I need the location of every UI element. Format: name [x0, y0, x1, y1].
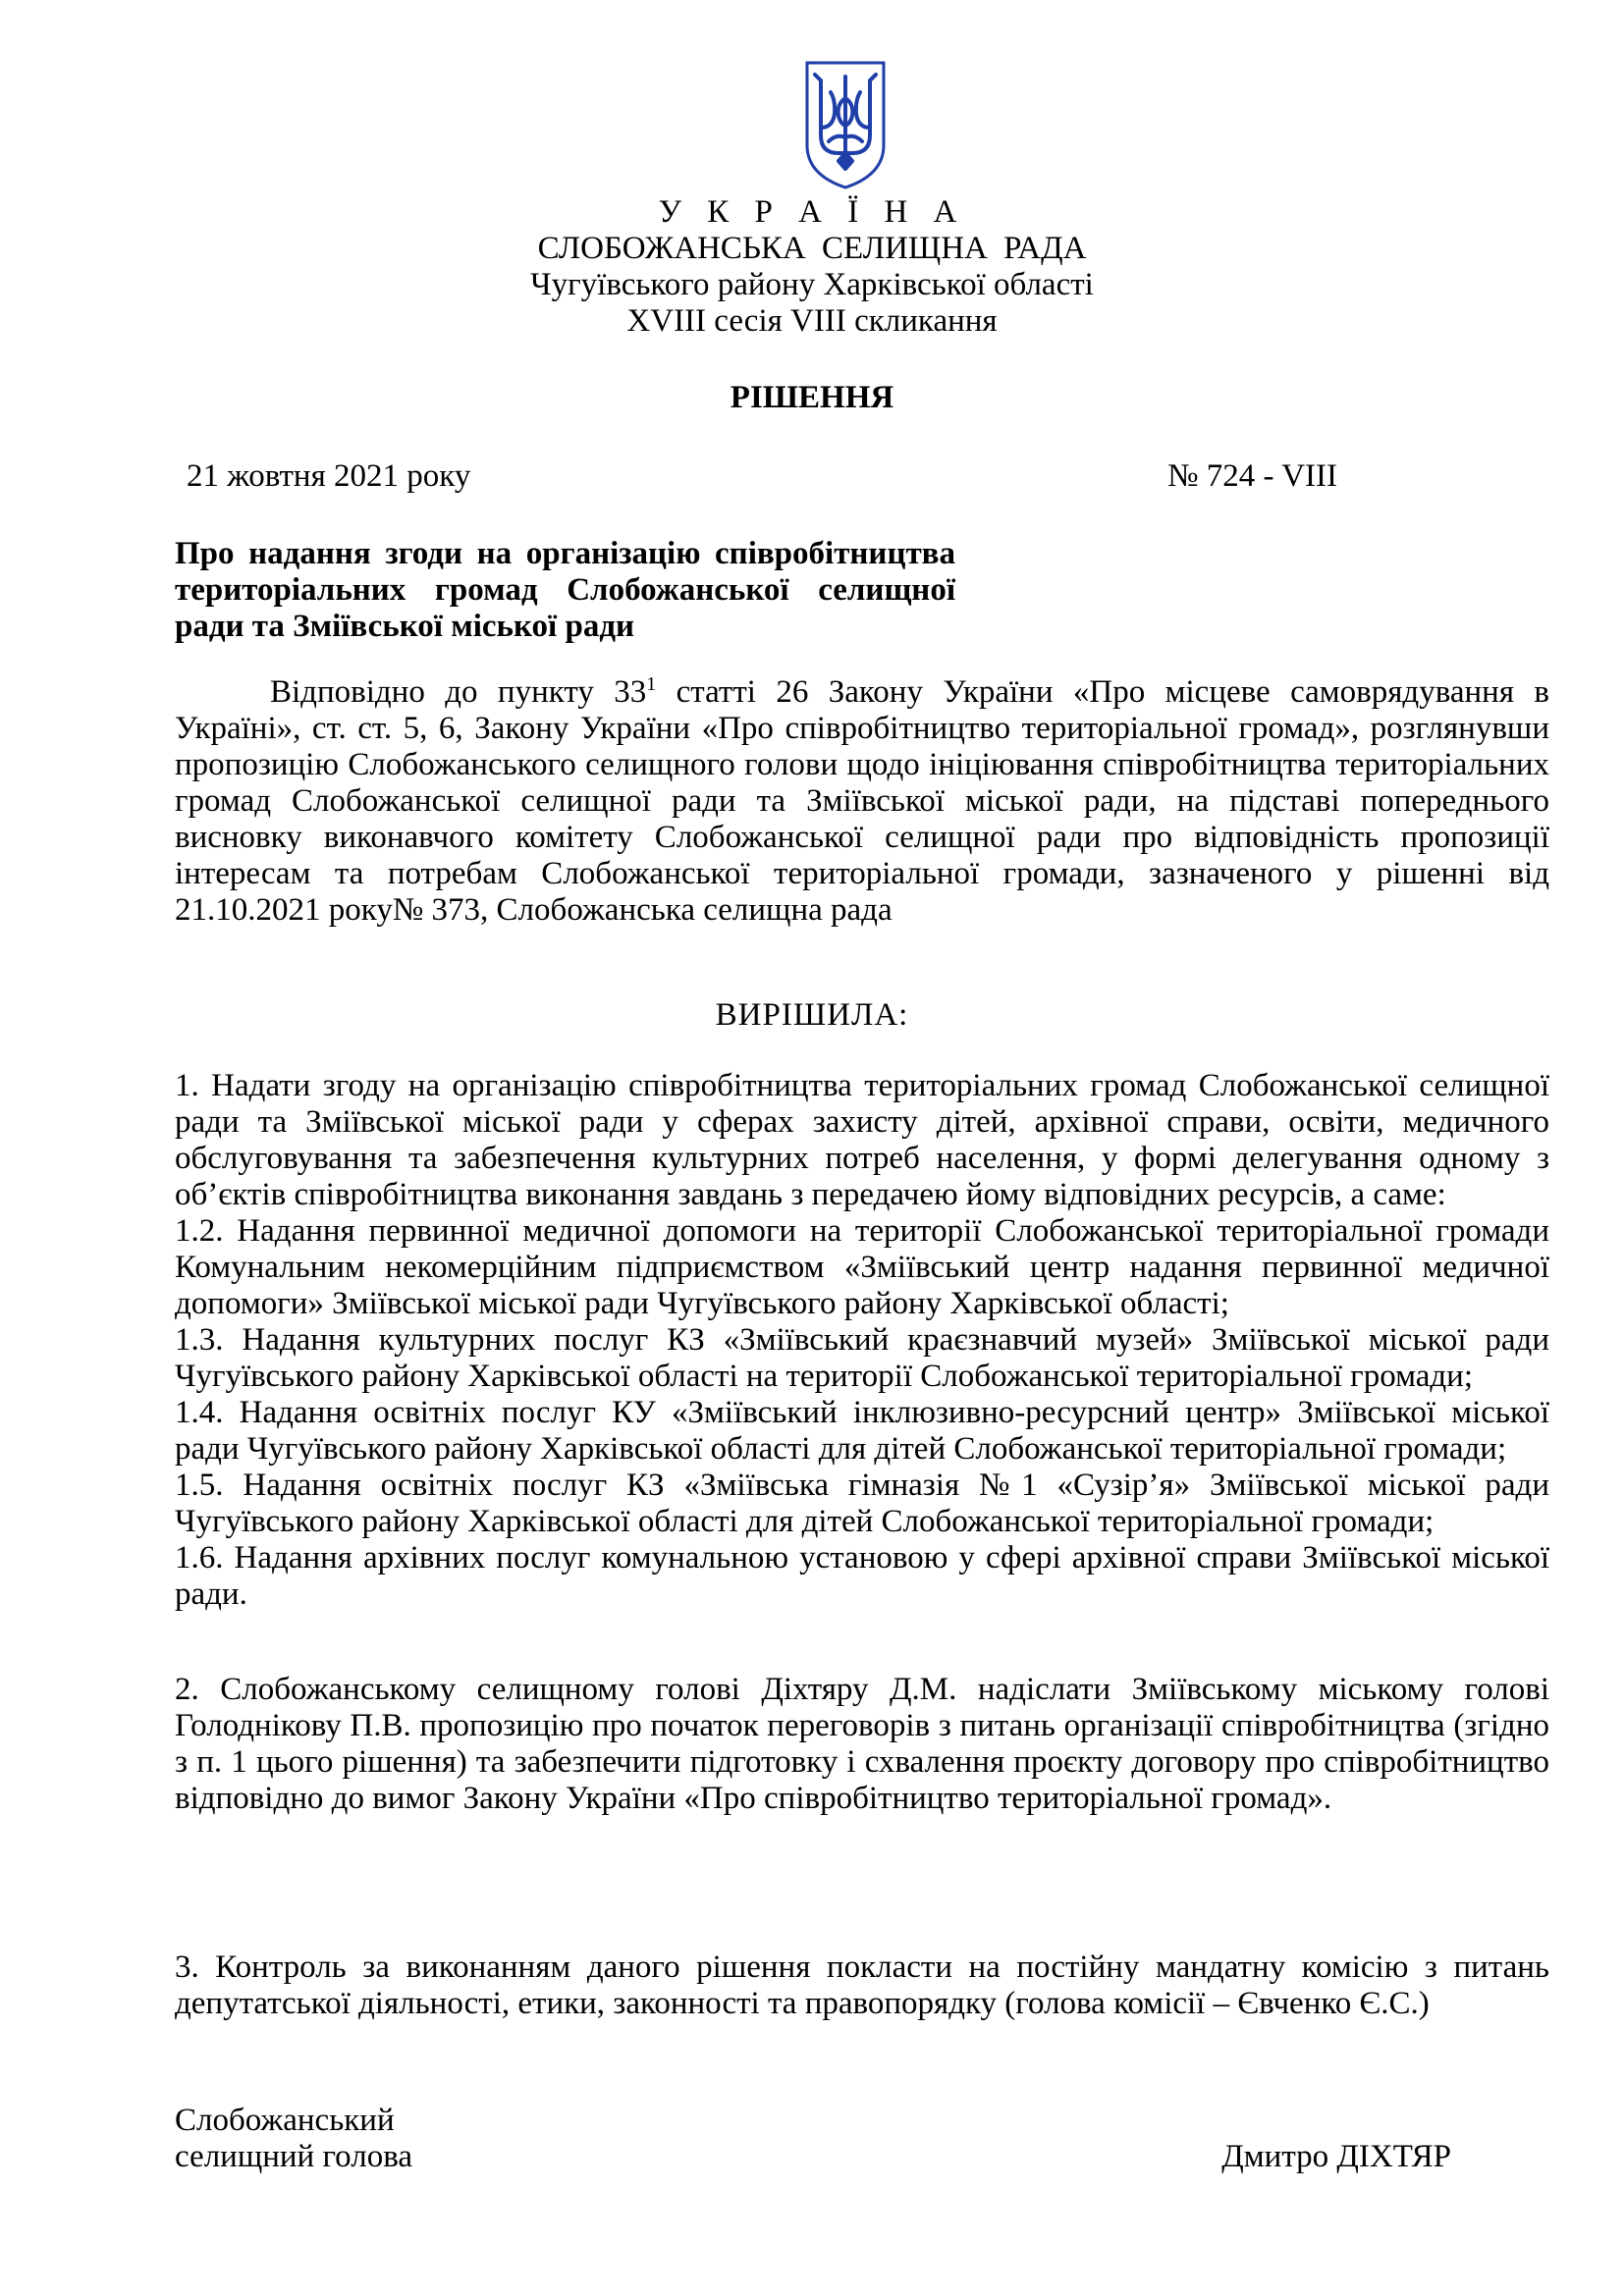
decision-subject: Про надання згоди на організацію співробітництва територіальних громад Слобожанської селищної ради та Зміївської міської ради [175, 536, 955, 644]
signer-title-line-1: Слобожанський [175, 2103, 395, 2138]
district-line: Чугуївського району Харківської області [530, 267, 1094, 302]
decision-date: 21 жовтня 2021 року [187, 458, 471, 494]
list-item: 1.3. Надання культурних послуг КЗ «Зміївський краєзнавчий музей» Зміївської міської ради Чугуївського району Харківської області на території Слобожанської територіальної громади; [175, 1322, 1549, 1394]
resolved-heading: ВИРІШИЛА: [715, 997, 909, 1033]
list-item: 1. Надати згоду на організацію співробітництва територіальних громад Слобожанської селищної ради та Зміївської міської ради у сферах захисту дітей, архівної справи, освіти, медичного обслуговування та забезпечення культурних потреб населення, у формі делегування одному з об’єктів співробітництва виконання завдань з передачею йому відповідних ресурсів, а саме: [175, 1068, 1549, 1212]
signature-block [175, 2103, 1451, 2181]
list-item: 1.2. Надання первинної медичної допомоги на території Слобожанської територіальної громади Комунальним некомерційним підприємством «Зміївський центр надання первинної медичної допомоги» Зміївської міської ради Чугуївського району Харківської області; [175, 1213, 1549, 1321]
preamble-superscript: 1 [646, 673, 657, 695]
list-item: 1.6. Надання архівних послуг комунальною установою у сфері архівної справи Зміївської міської ради. [175, 1540, 1549, 1612]
paragraph-3: 3. Контроль за виконанням даного рішення покласти на постійну мандатну комісію з питань депутатської діяльності, етики, законності та правопорядку (голова комісії – Євченко Є.С.) [175, 1949, 1549, 2021]
list-item: 1.5. Надання освітніх послуг КЗ «Зміївська гімназія №1 «Сузір’я» Зміївської міської ради Чугуївського району Харківської області для дітей Слобожанської територіальної громади; [175, 1468, 1549, 1539]
signer-title-line-2: селищний голова [175, 2139, 413, 2174]
document-header [0, 194, 1624, 340]
list-item: 1.4. Надання освітніх послуг КУ «Зміївський інклюзивно-ресурсний центр» Зміївської міської ради Чугуївського району Харківської області для дітей Слобожанської територіальної громади; [175, 1395, 1549, 1467]
date-number-row [187, 457, 1337, 497]
council-name: СЛОБОЖАНСЬКА СЕЛИЩНА РАДА [537, 231, 1087, 266]
country-name: У К Р А Ї Н А [658, 194, 966, 230]
session-line: XVIII сесія VIII скликання [626, 303, 998, 339]
trident-coat-of-arms-icon [801, 59, 890, 191]
preamble-text-2: статті 26 Закону України «Про місцеве самоврядування в Україні», ст. ст. 5, 6, Закону України «Про співробітництво територіальної громад», розглянувши пропозицію Слобожанського селищного голови щодо ініціювання співробітництва територіальних громад Слобожанської селищної ради та Зміївської міської ради, на підставі попереднього висновку виконавчого комітету Слобожанської селищної ради про відповідність пропозиції інтересам та потребам Слобожанської територіальної громади, зазначеного у рішенні від 21.10.2021 року№ 373, Слобожанська селищна рада [175, 674, 1549, 928]
paragraph-2: 2. Слобожанському селищному голові Діхтяру Д.М. надіслати Зміївському міському голові Голоднікову П.В. пропозицію про початок переговорів з питань організації співробітництва (згідно з п. 1 цього рішення) та забезпечити підготовку і схвалення проєкту договору про співробітництво відповідно до вимог Закону України «Про співробітництво територіальної громад». [175, 1672, 1549, 1816]
signer-name: Дмитро ДІХТЯР [1221, 2139, 1451, 2174]
decision-title: РІШЕННЯ [730, 380, 894, 415]
decision-items [175, 1068, 1549, 1613]
preamble-paragraph [175, 674, 1549, 929]
decision-number: № 724 - VIII [1167, 458, 1337, 494]
preamble-text-1: Відповідно до пункту 33 [270, 674, 647, 710]
